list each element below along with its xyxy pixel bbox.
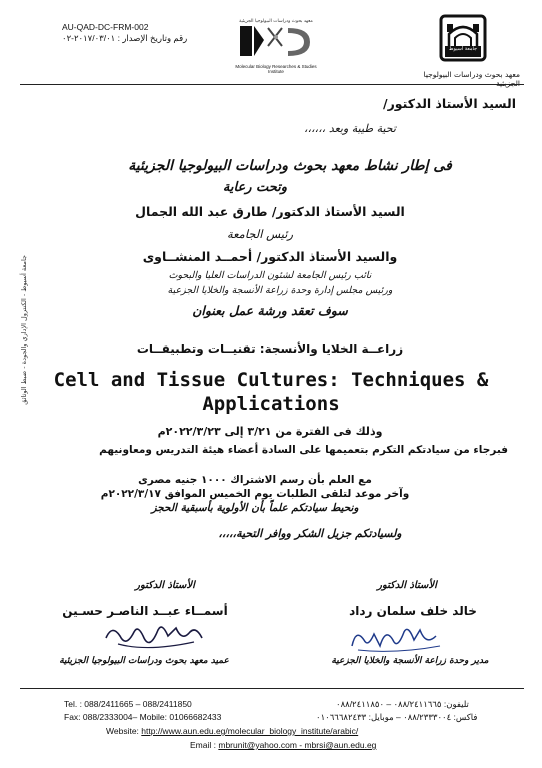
workshop-title-ar: زراعــة الخلايا والأنسجة: تقنيــات وتطبيقــات [136, 342, 404, 356]
addressee: السيد الأستاذ الدكتور/ [383, 96, 516, 111]
greeting: تحية طيبة وبعد ،،،،،، [304, 122, 396, 135]
patron-president: السيد الأستاذ الدكتور/ طارق عبد الله الجمال [135, 204, 405, 219]
doc-code: AU-QAD-DC-FRM-002 [62, 22, 149, 32]
footer-fax: Fax: 088/2333004– Mobile: 01066682433 [64, 712, 222, 722]
title-en-line2: Applications [202, 393, 340, 415]
email-label: Email : [190, 740, 216, 750]
deadline-line: وآخر موعد لتلقى الطلبات يوم الخميس الموافق ٢٠٢٢/٣/١٧م [100, 488, 410, 500]
logo-caption-ar: جامعة أسيوط [445, 46, 481, 52]
patronage-line: وتحت رعاية [222, 180, 288, 195]
university-logo [433, 12, 493, 66]
right-signatory-name: خالد خلف سلمان رداد [349, 604, 477, 618]
patron-vp-role-2: ورئيس مجلس إدارة وحدة زراعة الأنسجة والخلايا الجزعية [167, 285, 393, 296]
issue-label: رقم وتاريخ الإصدار : ٢٠١٧/٠٣/٠١-٠٢ [62, 33, 188, 43]
date-line: وذلك فى الفترة من ٣/٢١ إلى ٢٠٢٢/٣/٢٣م [157, 425, 383, 438]
footer-tel-ar: تليفون: ٠٨٨/٢٤١١٦٦٥ – ٠٨٨/٢٤١١٨٥٠ [336, 699, 469, 709]
intro-line: فى إطار نشاط معهد بحوث ودراسات البيولوجيا الجزيئية [128, 158, 452, 174]
institute-logo [230, 16, 322, 72]
priority-line: ونحيط سيادتكم علماً بأن الأولوية بأسبقية الحجز [151, 502, 359, 514]
side-text: جامعة أسيوط - الكنترول الإداري والجودة - ضبط الوثائق [20, 255, 28, 405]
doc-header-code [62, 22, 187, 44]
logo-caption: Molecular Biology Researches & Studies Institute [235, 64, 317, 74]
left-signatory-role: عميد معهد بحوث ودراسات البيولوجيا الجزيئية [59, 656, 229, 666]
right-signatory-title: الأستاذ الدكتور [377, 580, 437, 591]
footer-website [106, 726, 358, 736]
institute-name: معهد بحوث ودراسات البيولوجيا الجزيئية [423, 70, 520, 88]
patron-president-role: رئيس الجامعة [226, 227, 294, 241]
workshop-intro: سوف تعقد ورشة عمل بعنوان [192, 303, 348, 318]
workshop-title-en [20, 368, 522, 416]
logo-top-caption: معهد بحوث ودراسات البيولوجيا الجزيئية [239, 19, 313, 24]
website-link[interactable]: http://www.aun.edu.eg/molecular_biology_institute/arabic/ [141, 726, 359, 736]
header-divider [20, 84, 524, 85]
right-signatory-role: مدير وحدة زراعة الأنسجة والخلايا الجزعية [331, 656, 489, 666]
footer-email [190, 740, 376, 750]
fee-line: مع العلم بأن رسم الاشتراك ١٠٠٠ جنيه مصرى [138, 474, 372, 486]
website-label: Website: [106, 726, 139, 736]
footer-divider [20, 688, 524, 689]
request-line: فبرجاء من سيادتكم التكرم بتعميمها على السادة أعضاء هيئة التدريس ومعاونيهم [99, 444, 508, 456]
footer-tel: Tel. : 088/2411665 – 088/2411850 [64, 699, 192, 709]
patron-vp: والسيد الأستاذ الدكتور/ أحمــد المنشــاوى [142, 249, 398, 264]
email-link[interactable]: mbrunit@yahoo.com - mbrsi@aun.edu.eg [218, 740, 377, 750]
title-en-line1: Cell and Tissue Cultures: Techniques & [53, 369, 489, 391]
patron-vp-role-1: نائب رئيس الجامعة لشئون الدراسات العليا والبحوث [168, 270, 372, 281]
left-signatory-title: الأستاذ الدكتور [135, 580, 195, 591]
left-signatory-name: أسمــاء عبــد الناصـر حسـين [62, 604, 228, 618]
right-signature [346, 618, 446, 656]
footer-fax-ar: فاكس: ٠٨٨/٢٣٣٣٠٠٤ – موبايل: ٠١٠٦٦٦٨٢٤٣٣ [316, 712, 478, 722]
left-signature [98, 618, 208, 656]
closing-line: ولسيادتكم جزيل الشكر ووافر التحية،،،،، [218, 527, 402, 540]
